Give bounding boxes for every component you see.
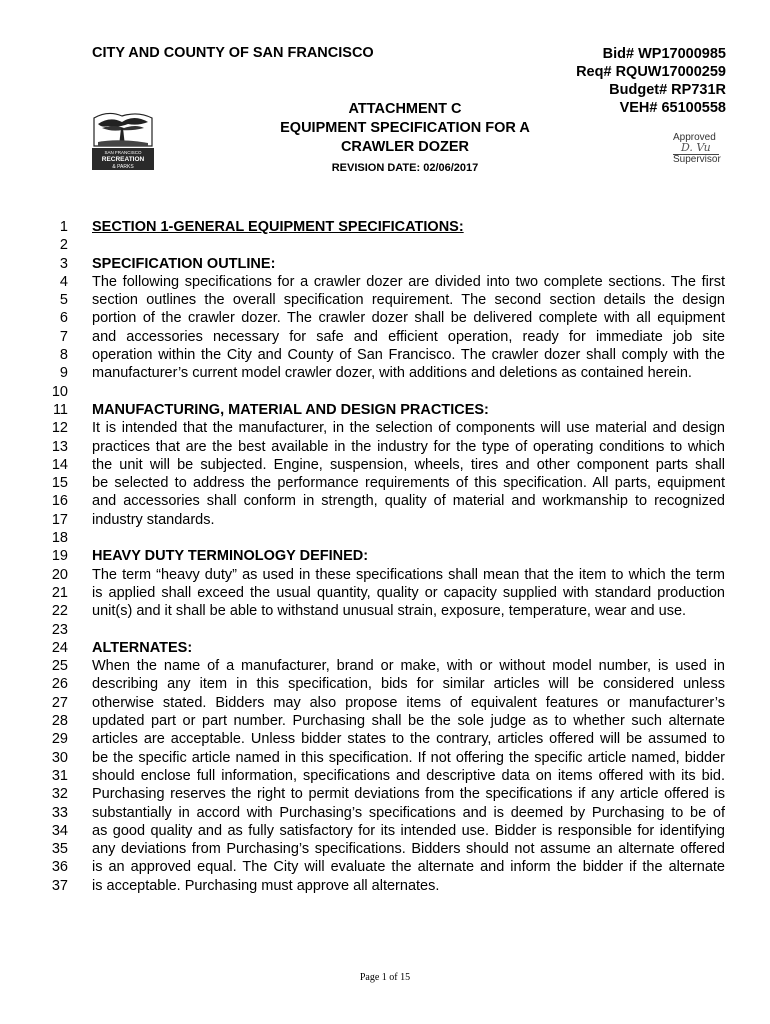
line-number: 19 [51,548,68,565]
line-text: It is intended that the manufacturer, in the selection of components will use material and design [92,420,725,437]
line-number: 8 [59,347,68,364]
line-number: 26 [51,676,68,693]
line-text: is applied shall exceed the usual quantity, quality or capacity supplied with standard production [92,584,725,601]
document-body [0,218,770,895]
document-line [0,858,770,876]
document-line [0,822,770,840]
document-line [0,474,770,492]
section-heading: SPECIFICATION OUTLINE: [92,255,276,272]
document-line [0,712,770,730]
document-line [0,456,770,474]
logo-line3: & PARKS [112,164,134,170]
line-number: 30 [51,749,68,766]
line-number: 15 [51,475,68,492]
document-line [0,694,770,712]
document-identifiers [576,45,726,117]
revision-date: REVISION DATE: 02/06/2017 [331,162,479,174]
line-number: 27 [51,694,68,711]
approval-stamp [673,133,727,173]
line-text: and accessories shall conform in strength, quality of material and workmanship to recognized [92,493,725,510]
line-number: 11 [52,401,68,418]
line-text: is an approved equal. The City will evaluate the alternate and inform the bidder if the alternate [92,859,725,876]
logo-line2: RECREATION [101,156,145,163]
document-line [0,511,770,529]
line-number: 35 [51,841,68,858]
line-number: 21 [51,584,68,601]
line-text: Purchasing reserves the right to permit deviations from the specifications if any article offered is [92,786,725,803]
section-heading: HEAVY DUTY TERMINOLOGY DEFINED: [92,548,369,565]
line-number: 16 [51,493,68,510]
document-line [0,621,770,639]
organization-name: CITY AND COUNTY OF SAN FRANCISCO [92,45,374,61]
document-line [0,328,770,346]
line-text: The term “heavy duty” as used in these specifications shall mean that the item to which the term [92,566,725,583]
document-line [0,657,770,675]
document-line [0,529,770,547]
document-line [0,639,770,657]
document-line [0,309,770,327]
approval-signature: D. Vu [681,141,711,154]
document-line [0,346,770,364]
line-text: should enclose full information, specifications and descriptive data on items offered with its bid. [92,767,725,784]
line-number: 29 [51,731,68,748]
logo-line1: SAN FRANCISCO [104,150,142,155]
line-text: substantially in accord with Purchasing’s specifications and is deemed by Purchasing to be of [92,804,725,821]
document-line [0,566,770,584]
document-line [0,730,770,748]
document-line [0,547,770,565]
line-number: 12 [51,420,68,437]
document-line [0,255,770,273]
section-heading: MANUFACTURING, MATERIAL AND DESIGN PRACTICES: [92,401,489,418]
line-number: 23 [51,621,68,638]
line-text: operation within the City and County of San Francisco. The crawler dozer shall comply with the [92,347,725,364]
line-number: 5 [59,292,68,309]
bid-number: Bid# WP17000985 [602,46,726,62]
line-text: articles are acceptable. Unless bidder states to the contrary, articles offered will be assumed to [92,731,725,748]
line-number: 1 [59,219,68,235]
document-line [0,438,770,456]
line-text: and accessories necessary for safe and efficient operation, ready for immediate job site [92,328,725,345]
document-line [0,218,770,236]
line-text: section outlines the overall specification requirement. The second section details the design [92,292,725,309]
document-line [0,584,770,602]
budget-number: Budget# RP731R [609,82,726,98]
line-number: 10 [51,383,68,400]
line-text: the unit will be subjected. Engine, suspension, wheels, tires and other component parts shall [92,456,725,473]
line-text: unit(s) and it shall be able to withstand unusual strain, exposure, temperature, wear and use. [92,603,687,620]
line-text: describing any item in this specification, bids for similar articles will be considered unless [92,676,725,693]
sf-recreation-parks-logo [88,108,158,172]
line-number: 36 [51,859,68,876]
line-number: 13 [51,438,68,455]
title-block [250,100,560,178]
document-line [0,291,770,309]
line-text: manufacturer’s current model crawler dozer, with additions and deletions as contained herein. [92,365,692,382]
title-line2: EQUIPMENT SPECIFICATION FOR A [280,120,530,136]
line-text: practices that are the best available in the industry for the type of operating conditions to which [92,438,725,455]
document-line [0,602,770,620]
line-text: as good quality and as fully satisfactory for its intended use. Bidder is responsible for identifying [92,822,725,839]
document-line [0,877,770,895]
document-line [0,419,770,437]
line-text: updated part or part number. Purchasing shall be the sole judge as to whether such alternate [92,713,725,730]
line-number: 9 [59,365,68,382]
line-number: 4 [59,273,68,290]
approval-label: Approved [673,132,716,143]
line-number: 25 [51,658,68,675]
document-line [0,383,770,401]
page-number: Page 1 of 15 [359,972,411,983]
line-number: 3 [59,255,68,272]
line-text: any deviations from Purchasing’s specifications. Bidders should not assume an alternate offered [92,841,725,858]
line-number: 34 [51,822,68,839]
line-text: portion of the crawler dozer. The crawler dozer shall be delivered complete with all equipment [92,310,725,327]
line-number: 7 [59,328,68,345]
line-number: 17 [51,511,68,528]
line-text: industry standards. [92,511,215,528]
req-number: Req# RQUW17000259 [576,64,726,80]
line-number: 31 [51,767,68,784]
line-number: 6 [59,310,68,327]
line-number: 37 [51,877,68,894]
title-line1: ATTACHMENT C [348,101,462,117]
line-number: 18 [51,530,68,547]
line-text: The following specifications for a crawler dozer are divided into two complete sections. The first [92,273,725,290]
document-line [0,236,770,254]
line-number: 33 [51,804,68,821]
document-line [0,840,770,858]
veh-number: VEH# 65100558 [619,100,726,116]
document-line [0,273,770,291]
line-number: 22 [51,603,68,620]
document-line [0,401,770,419]
line-text: be selected to address the performance requirements of this specification. All parts, equipment [92,475,725,492]
line-number: 24 [51,639,68,656]
line-number: 14 [51,456,68,473]
line-text: otherwise stated. Bidders may also propose items of equivalent features or manufacturer’s [92,694,725,711]
section-heading: SECTION 1-GENERAL EQUIPMENT SPECIFICATIONS: [92,219,464,235]
document-line [0,675,770,693]
approval-role: Supervisor [673,154,721,165]
line-number: 20 [51,566,68,583]
document-line [0,749,770,767]
document-line [0,364,770,382]
line-number: 28 [51,713,68,730]
tree-logo-icon [88,108,158,172]
line-text: is acceptable. Purchasing must approve all alternates. [92,877,440,894]
document-line [0,785,770,803]
document-line [0,804,770,822]
title-line3: CRAWLER DOZER [340,139,470,155]
document-line [0,767,770,785]
line-number: 2 [59,237,68,254]
line-number: 32 [51,786,68,803]
section-heading: ALTERNATES: [92,639,193,656]
line-text: be the specific article named in this specification. If not offering the specific article named, bidder [92,749,725,766]
line-text: When the name of a manufacturer, brand or make, with or without model number, is used in [92,658,725,675]
document-line [0,492,770,510]
